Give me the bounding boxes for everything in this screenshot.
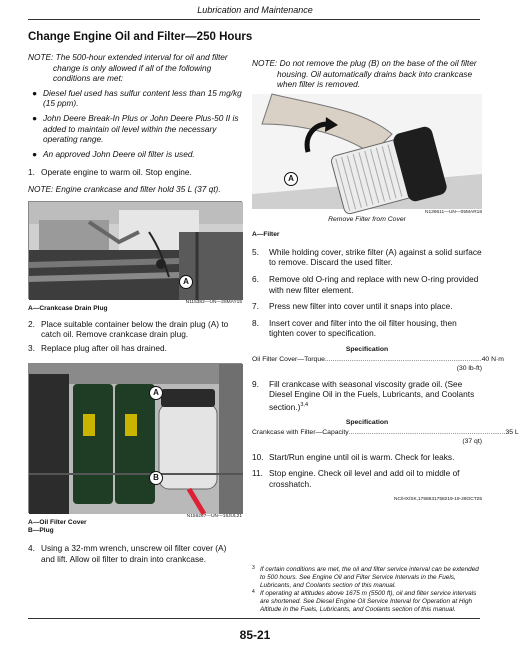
bullet-icon: ● [32, 148, 38, 159]
figure-caption: A—Crankcase Drain Plug [28, 304, 108, 312]
figure-id: N136611—UN—05MAR18 [425, 209, 482, 215]
spec-alt-value: (37 qt) [462, 437, 482, 445]
spec-heading: Specification [345, 345, 389, 353]
spec-alt-value: (30 lb-ft) [456, 364, 482, 372]
step-9: 9. Fill crankcase with seasonal viscosity grade oil. (See Diesel Engine Oil in the Fuels, Lubricants, and Coolants section.)$^{3,4}$ [252, 378, 475, 412]
spec-row: Crankcase with Filter—Capacity ................................................................................... 35 L [252, 429, 519, 437]
step-4: 4. Using a 32-mm wrench, unscrew oil filter cover (A) and lift. Allow oil filter to drain into crankcase. [28, 543, 227, 564]
footnotes [252, 566, 482, 613]
spec-heading: Specification [345, 419, 389, 427]
bullet-item: ● Diesel fuel used has sulfur content less than 15 mg/kg (15 ppm). [32, 87, 242, 109]
document-reference: NC/HX/SK,1758631758219-19-28OCT25 [394, 497, 482, 503]
callout-a: A [179, 275, 193, 289]
figure-title: Remove Filter from Cover [328, 215, 406, 223]
bullet-icon: ● [32, 87, 38, 98]
filter-housing-photo [28, 363, 242, 513]
figure-caption-a: A—Oil Filter Cover [28, 519, 87, 527]
left-column [28, 52, 242, 565]
engine-photo [28, 201, 242, 299]
step-7: 7. Press new filter into cover until it snaps into place. [252, 301, 453, 312]
running-header: Lubrication and Maintenance [197, 5, 313, 15]
header-rule [28, 19, 480, 20]
callout-a: A [149, 386, 163, 400]
step-10: 10. Start/Run engine until oil is warm. Check for leaks. [252, 451, 455, 462]
spec-leader: ................................................................................... [324, 355, 482, 363]
callout-a: A [284, 172, 298, 186]
page-number: 85-21 [239, 628, 271, 642]
figure-caption-b: B—Plug [28, 527, 54, 535]
step-2: 2. Place suitable container below the drain plug (A) to catch oil. Remove crankcase drain plug. [28, 318, 229, 340]
footnote-3: 3 If certain conditions are met, the oil and filter service interval can be extended to 500 hours. See Engine Oil and Filter Service Intervals in the Fuels, Lubricants, and Coolants section of this manual. [252, 565, 479, 589]
spec-leader: ................................................................................... [348, 429, 506, 437]
step-11: 11. Stop engine. Check oil level and add oil to middle of crosshatch. [252, 468, 460, 489]
step-3: 3. Replace plug after oil has drained. [28, 342, 167, 353]
bullet-icon: ● [32, 112, 38, 123]
filter-removal-photo [252, 94, 482, 209]
note-plug: NOTE: Do not remove the plug (B) on the base of the oil filter housing. Oil automatically drains back into crankcase when filter is removed. [252, 58, 477, 90]
step-6: 6. Remove old O-ring and replace with new O-ring provided with new filter element. [252, 273, 479, 295]
rotation-arrow-icon [300, 116, 340, 156]
note-capacity: NOTE: Engine crankcase and filter hold 35 L (37 qt). [28, 183, 221, 194]
note-extended-interval: NOTE: The 500-hour extended interval for oil and filter change is only allowed if all of the following conditions are met: [28, 52, 228, 84]
footer-rule [28, 618, 480, 619]
right-column [252, 58, 519, 503]
figure-id: N115382—UN—28MAY15 [185, 299, 242, 305]
figure-caption: A—Filter [252, 230, 280, 238]
footnote-ref: 3,4 [300, 401, 309, 408]
footnote-4: 4 If operating at altitudes above 1675 m (5500 ft), oil and filter service intervals are shortened. See Diesel Engine Oil Service Interval for Operation at High Altitude in the Fuels, Lubricants, and Coolants section of this manual. [252, 588, 477, 613]
step-1: 1. Operate engine to warm oil. Stop engine. [28, 167, 192, 178]
bullet-item: ● An approved John Deere oil filter is used. [32, 148, 195, 159]
callout-b: B [149, 471, 163, 485]
step-8: 8. Insert cover and filter into the oil filter housing, then tighten cover to specification. [252, 317, 457, 339]
bullet-item: ● John Deere Break-In Plus or John Deere Plus-50 II is added to maintain oil level within the necessary operating range. [32, 112, 239, 145]
step-5: 5. While holding cover, strike filter (A) against a solid surface to remove. Discard the used filter. [252, 246, 482, 268]
spec-row: Oil Filter Cover—Torque ................................................................................... 40 N·m [252, 355, 504, 363]
figure-id: N156267—UN—16JUL21 [186, 514, 242, 520]
section-heading: Change Engine Oil and Filter—250 Hours [28, 31, 253, 43]
